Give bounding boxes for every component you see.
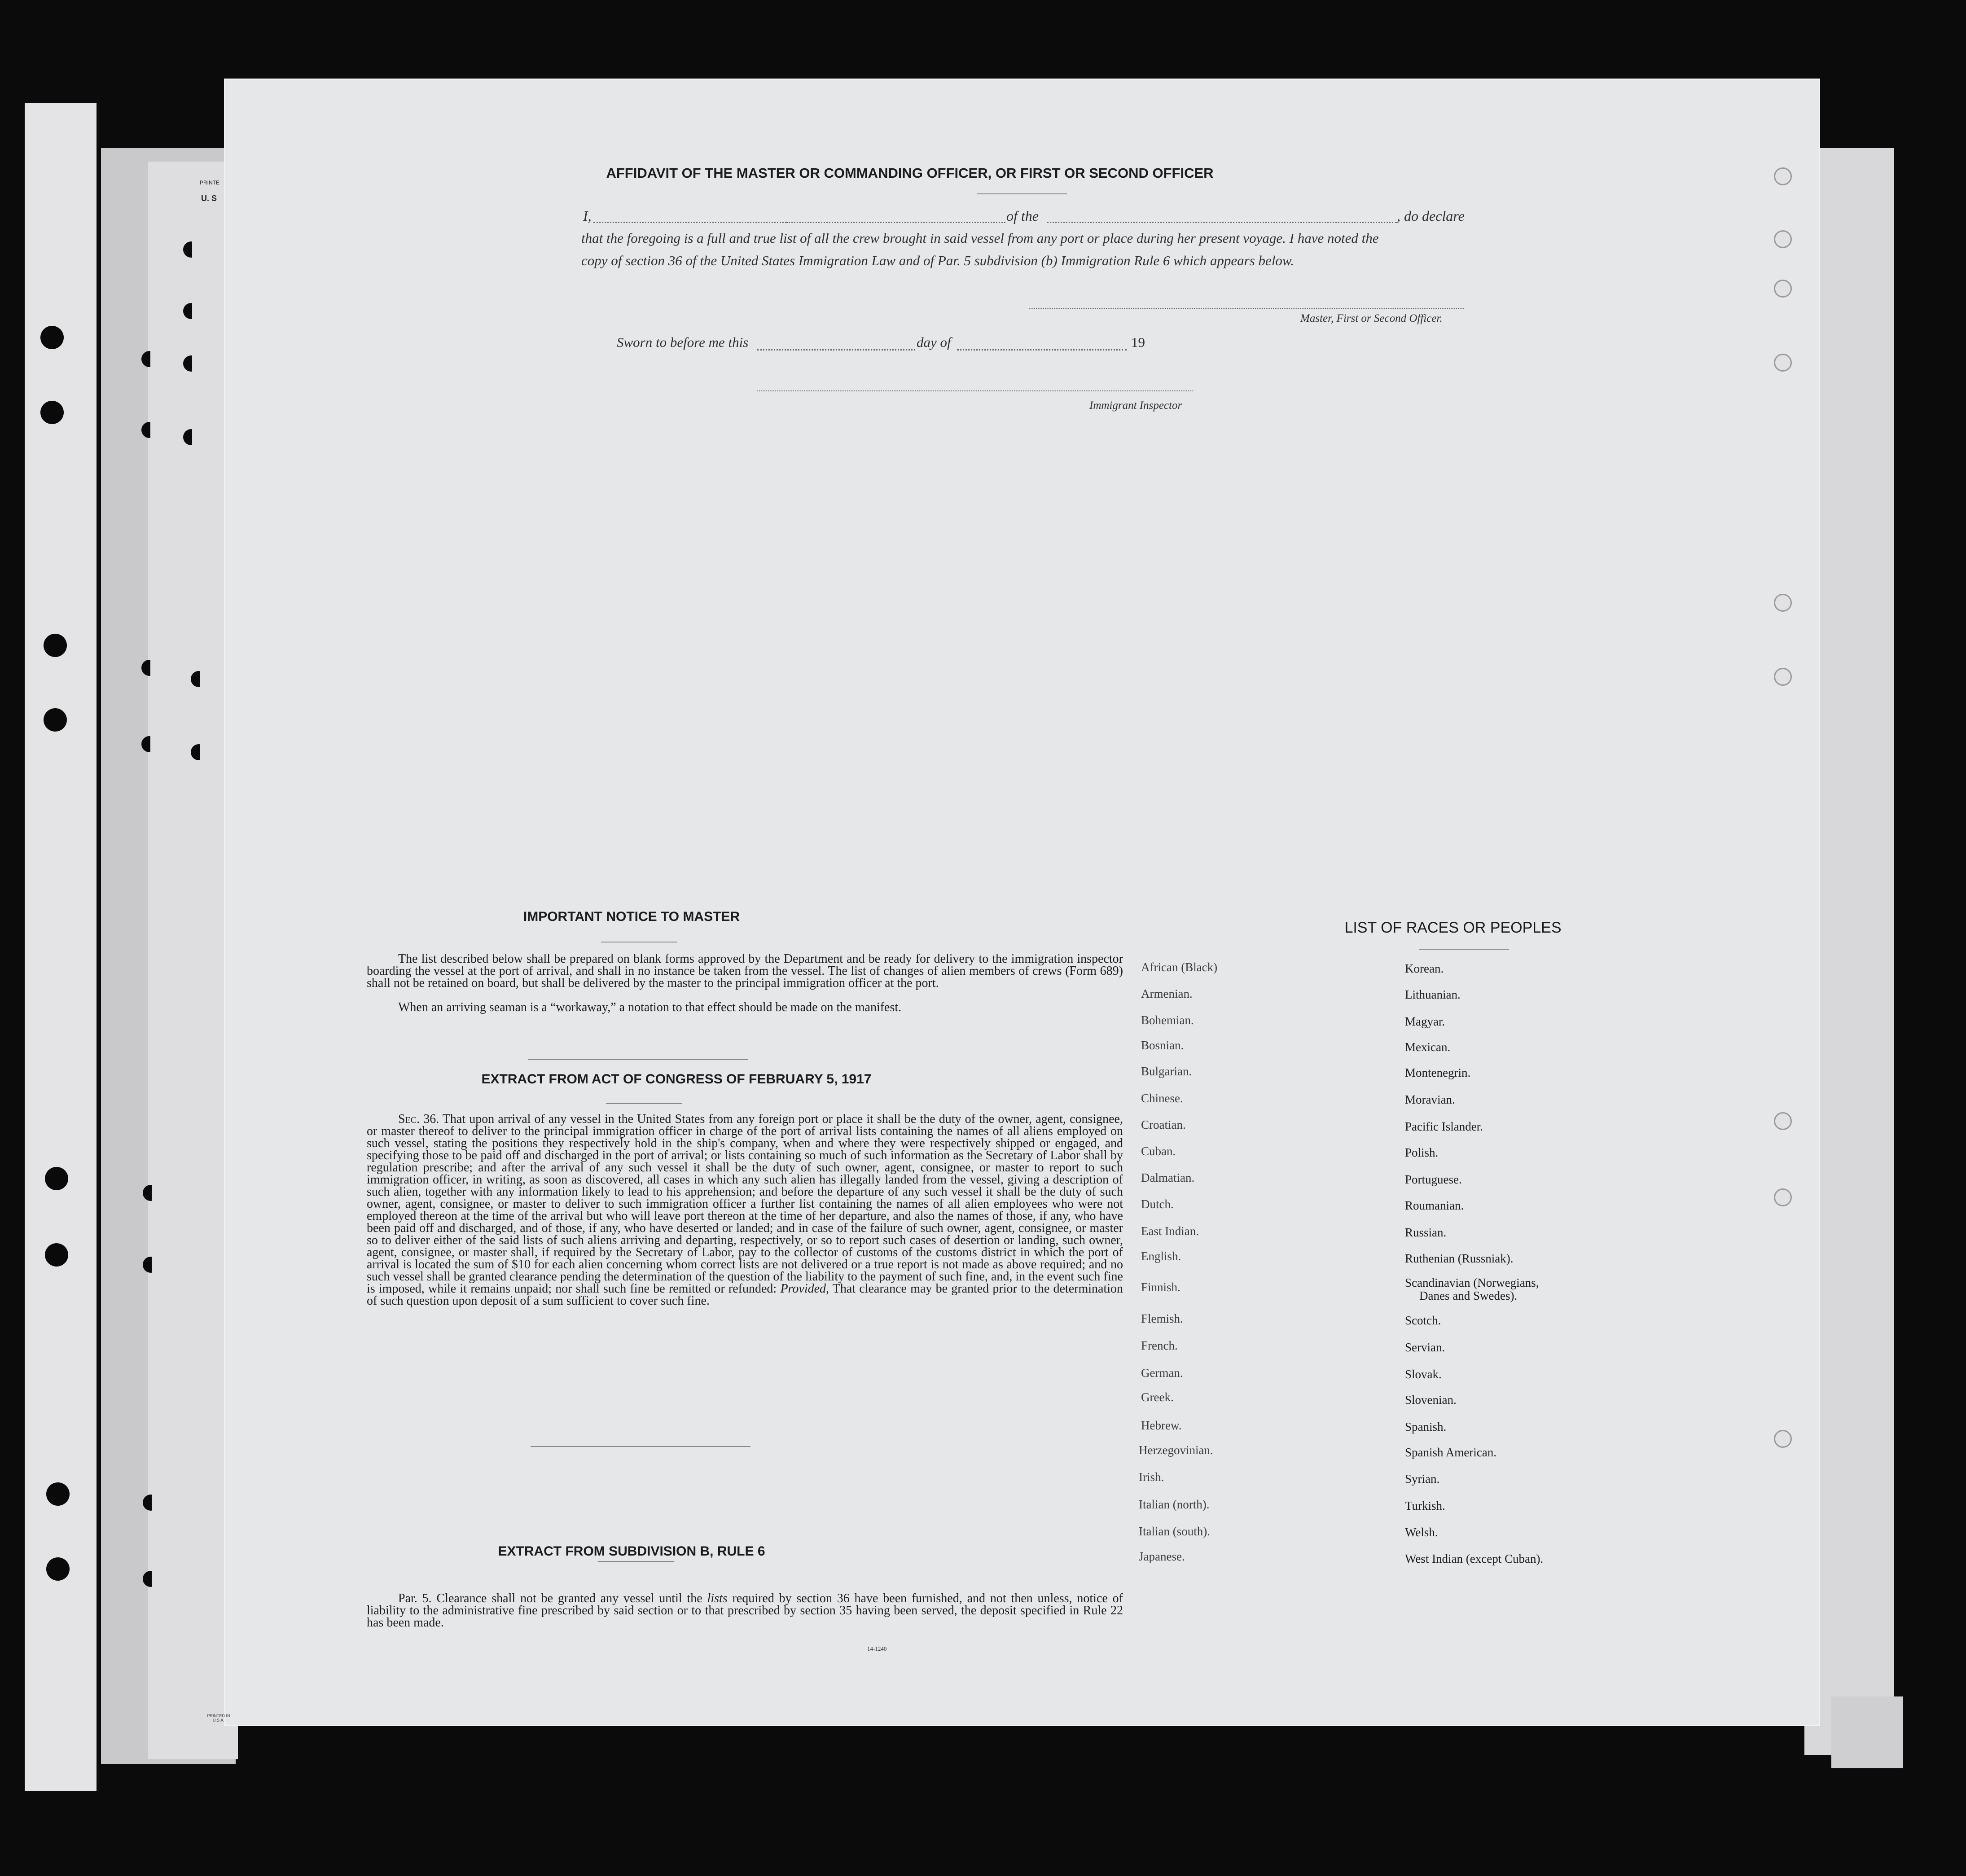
sworn-day-blank[interactable] — [757, 349, 915, 351]
race-left: Chinese. — [1141, 1091, 1183, 1105]
race-left: Italian (north). — [1139, 1498, 1210, 1511]
extract-rule-title: EXTRACT FROM SUBDIVISION B, RULE 6 — [498, 1544, 765, 1559]
binder-hole — [143, 1257, 159, 1273]
race-left: Bosnian. — [1141, 1039, 1184, 1052]
race-right: Scandinavian (Norwegians, — [1405, 1276, 1539, 1289]
extract-act-title: EXTRACT FROM ACT OF CONGRESS OF FEBRUARY 5, 1917 — [481, 1072, 872, 1087]
sworn-month-blank[interactable] — [957, 349, 1127, 351]
race-left: Herzegovinian. — [1139, 1443, 1213, 1457]
notice-text: The list described below shall be prepared on blank forms approved by the Department and be ready for delivery to the immigration inspector boarding the vessel at the port of arrival, and shall in no instance be taken from the vessel. The list of changes of alien members of crews (Form 689) shall not be retained on board, but shall be delivered by the master to the principal immigration officer at the port. — [367, 952, 1123, 990]
binder-hole — [141, 660, 158, 676]
form-code: 14-1240 — [867, 1645, 887, 1652]
affidavit-title: AFFIDAVIT OF THE MASTER OR COMMANDING OFFICER, OR FIRST OR SECOND OFFICER — [606, 165, 1214, 181]
punch-ring — [1774, 1430, 1792, 1448]
master-signature-label: Master, First or Second Officer. — [1300, 312, 1443, 324]
race-left: Dalmatian. — [1141, 1171, 1195, 1184]
sworn-year: 19 — [1131, 334, 1145, 350]
binder-hole — [45, 1167, 68, 1190]
lists-word: lists — [707, 1591, 728, 1605]
notice-paragraph-1 — [367, 953, 1123, 989]
binder-hole — [40, 401, 64, 424]
manifest-page — [207, 80, 1819, 1725]
punch-ring — [1774, 594, 1792, 612]
race-right: Polish. — [1405, 1146, 1439, 1159]
extract-rule-title-rule — [598, 1561, 674, 1562]
race-right: Mexican. — [1405, 1040, 1451, 1054]
section-text-end: That clearance may be granted prior to the determination of such question upon deposit of a sum sufficient to cover such fine. — [367, 1282, 1123, 1308]
race-left: Finnish. — [1141, 1280, 1180, 1294]
race-right: Spanish. — [1405, 1420, 1447, 1433]
rule-text-a: Par. 5. Clearance shall not be granted any vessel until the — [398, 1591, 702, 1605]
race-right: Lithuanian. — [1405, 988, 1461, 1001]
race-left: Greek. — [1141, 1390, 1174, 1404]
binder-hole — [44, 634, 67, 657]
affidavit-line-3: copy of section 36 of the United States Immigration Law and of Par. 5 subdivision (b) Immigration Rule 6 which appears below. — [581, 253, 1295, 268]
race-right: Slovak. — [1405, 1368, 1442, 1381]
master-signature-line[interactable] — [1029, 308, 1464, 309]
race-right: West Indian (except Cuban). — [1405, 1552, 1544, 1565]
section-divider — [531, 1446, 750, 1447]
binder-hole — [183, 303, 199, 319]
edge-label-printed: PRINTE — [200, 180, 220, 186]
race-right: Moravian. — [1405, 1093, 1455, 1106]
races-title: LIST OF RACES OR PEOPLES — [1344, 919, 1562, 936]
affidavit-i: I, — [583, 208, 592, 224]
race-right: Pacific Islander. — [1405, 1120, 1483, 1133]
section-36-text — [367, 1113, 1123, 1307]
binder-hole — [46, 1557, 70, 1581]
back-sheet-right-edge — [1831, 1696, 1903, 1768]
punch-ring — [1774, 1188, 1792, 1206]
notice-paragraph-2 — [367, 1001, 1123, 1013]
notice-title: IMPORTANT NOTICE TO MASTER — [523, 909, 740, 924]
binder-hole — [141, 422, 158, 438]
race-left: Irish. — [1139, 1470, 1164, 1484]
binder-hole — [191, 744, 207, 760]
sworn-text: Sworn to before me this — [617, 334, 749, 350]
inspector-signature-line[interactable] — [757, 390, 1193, 391]
binder-hole — [183, 429, 199, 445]
affidavit-do-declare: , do declare — [1397, 208, 1465, 224]
race-left: Italian (south). — [1139, 1525, 1210, 1538]
affidavit-title-rule — [977, 193, 1067, 194]
race-right: Danes and Swedes). — [1419, 1289, 1518, 1302]
race-right: Slovenian. — [1405, 1393, 1457, 1407]
punch-ring — [1774, 167, 1792, 185]
race-left: French. — [1141, 1339, 1178, 1352]
race-left: Flemish. — [1141, 1312, 1183, 1325]
binder-hole — [143, 1571, 159, 1587]
rule-text-b: required by section 36 have been furnished, and not then unless, notice of liability to the administrative fine prescribed by said section or to that prescribed by section 35 having been served, the deposit specified in Rule 22 has been made. — [367, 1591, 1123, 1630]
race-right: Portuguese. — [1405, 1173, 1462, 1186]
section-divider — [528, 1059, 748, 1060]
race-left: German. — [1141, 1366, 1183, 1380]
race-right: Ruthenian (Russniak). — [1405, 1252, 1514, 1265]
race-left: Japanese. — [1139, 1550, 1185, 1563]
provided-word: Provided, — [780, 1282, 829, 1296]
master-name-blank-cont[interactable] — [786, 222, 1005, 223]
race-left: Bohemian. — [1141, 1013, 1194, 1027]
race-right: Montenegrin. — [1405, 1066, 1471, 1079]
punch-ring — [1774, 280, 1792, 298]
race-left: African (Black) — [1141, 960, 1218, 974]
race-left: Cuban. — [1141, 1144, 1176, 1158]
race-right: Turkish. — [1405, 1499, 1445, 1512]
race-right: Syrian. — [1405, 1472, 1440, 1486]
punch-ring — [1774, 668, 1792, 686]
sworn-day-of: day of — [917, 334, 951, 350]
affidavit-line-2: that the foregoing is a full and true list of all the crew brought in said vessel from any port or place during her present voyage. I have noted the — [581, 230, 1379, 246]
races-title-rule — [1419, 949, 1509, 950]
race-left: Dutch. — [1141, 1197, 1174, 1211]
binder-hole — [141, 351, 158, 367]
race-left: Armenian. — [1141, 987, 1193, 1000]
race-left: English. — [1141, 1249, 1181, 1263]
inspector-label: Immigrant Inspector — [1089, 399, 1182, 412]
notice-text: When an arriving seaman is a “workaway,” a notation to that effect should be made on the manifest. — [398, 1000, 902, 1014]
punch-ring — [1774, 1112, 1792, 1130]
race-left: East Indian. — [1141, 1224, 1199, 1238]
binder-hole — [143, 1185, 159, 1201]
race-right: Spanish American. — [1405, 1446, 1496, 1459]
section-text: That upon arrival of any vessel in the United States from any foreign port or place it shall be the duty of the owner, agent, consignee, or master thereof to deliver to the principal immigration officer in charge of the port of arrival lists containing the names of all aliens employed on such vessel, stating the positions they respectively hold in the ship's company, when and where they were respectively shipped or engaged, and specifying those to be paid off and discharged in the port of arrival; or lists containing so much of such information as the Secretary of Labor shall by regulation prescribe; and after the arrival of any such vessel it shall be the duty of such owner, agent, consignee, or master to report to such immigration officer, in writing, as soon as discovered, all cases in which any such alien has illegally landed from the vessel, giving a description of such alien, together with any information likely to lead to his apprehension; and before the departure of any such vessel it shall be the duty of such owner, agent, consignee, or master to deliver to such immigration officer a further list containing the names of all alien employees who were not employed thereon at the time of the arrival but who will leave port thereon at the time of her departure, and also the names of those, if any, who have been paid off and discharged, and of those, if any, who have deserted or landed; and in case of the failure of such owner, agent, consignee, or master so to deliver either of the said lists of such aliens arriving and departing, respectively, or so to report such cases of desertion or landing, such owner, agent, consignee, or master shall, if required by the Secretary of Labor, pay to the collector of customs of the customs district in which the port of arrival is located the sum of $10 for each alien concerning whom correct lists are not delivered or a true report is not made as above required; and no such vessel shall be granted clearance pending the determination of the question of the liability to the payment of such fine, and, in the event such fine is imposed, while it remains unpaid; nor shall such fine be remitted or refunded: — [367, 1112, 1123, 1296]
race-left: Hebrew. — [1141, 1419, 1182, 1432]
race-left: Bulgarian. — [1141, 1065, 1192, 1078]
race-right: Russian. — [1405, 1226, 1447, 1239]
affidavit-of-the: of the — [1006, 208, 1039, 224]
race-right: Korean. — [1405, 962, 1444, 975]
printed-in-usa-stamp: PRINTED IN U.S.A. — [207, 1714, 230, 1723]
back-sheet-left-inner — [148, 162, 238, 1759]
extract-act-title-rule — [606, 1103, 682, 1104]
race-right: Welsh. — [1405, 1525, 1438, 1539]
race-right: Roumanian. — [1405, 1199, 1464, 1212]
binder-hole — [143, 1495, 159, 1511]
binder-hole — [191, 671, 207, 687]
binder-hole — [40, 326, 64, 349]
binder-hole — [141, 736, 158, 752]
binder-hole — [45, 1243, 68, 1267]
master-name-blank[interactable] — [593, 222, 786, 223]
binder-hole — [44, 708, 67, 732]
punch-ring — [1774, 354, 1792, 372]
binder-hole — [183, 241, 199, 258]
race-left: Croatian. — [1141, 1118, 1186, 1131]
vessel-name-blank[interactable] — [1047, 222, 1397, 223]
binder-hole — [183, 355, 199, 372]
rule-6-text — [367, 1592, 1123, 1629]
binder-strip — [25, 103, 97, 1791]
edge-label-us: U. S — [201, 194, 217, 203]
binder-hole — [46, 1482, 70, 1506]
punch-ring — [1774, 230, 1792, 248]
race-right: Servian. — [1405, 1341, 1445, 1354]
section-label: Sec. 36. — [398, 1112, 439, 1126]
race-right: Magyar. — [1405, 1015, 1445, 1028]
race-right: Scotch. — [1405, 1314, 1441, 1327]
